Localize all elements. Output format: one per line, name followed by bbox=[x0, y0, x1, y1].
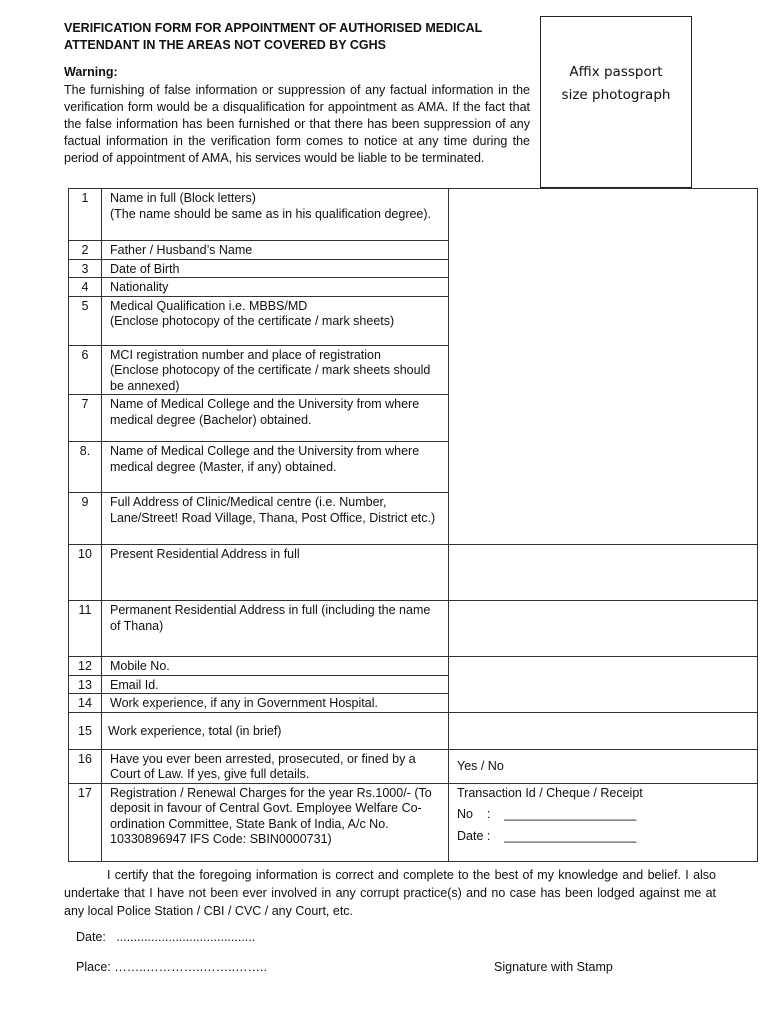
signature-label: Signature with Stamp bbox=[494, 960, 613, 974]
row-number: 11 bbox=[69, 601, 102, 657]
row-number: 17 bbox=[69, 783, 102, 861]
row-sublabel: (Enclose photocopy of the certificate / mark sheets) bbox=[110, 314, 395, 328]
row-number: 16 bbox=[69, 749, 102, 783]
answer-field-15[interactable] bbox=[449, 712, 758, 749]
row-number: 5 bbox=[69, 296, 102, 345]
row-number: 9 bbox=[69, 493, 102, 545]
row-label: Permanent Residential Address in full (including the name of Thana) bbox=[102, 601, 449, 657]
answer-field-11[interactable] bbox=[449, 601, 758, 657]
transaction-date-field[interactable]: Date : ___________________ bbox=[457, 828, 637, 843]
row-label: Mobile No. bbox=[102, 657, 449, 676]
row-sublabel: (Enclose photocopy of the certificate / mark sheets should be annexed) bbox=[110, 363, 431, 393]
row-label: Email Id. bbox=[102, 675, 449, 694]
photo-box-text: Affix passport size photograph bbox=[561, 64, 671, 103]
transaction-number-field[interactable]: No : ___________________ bbox=[457, 807, 637, 821]
row-label: Full Address of Clinic/Medical centre (i.e. Number, Lane/Street! Road Village, Thana, Post Office, District etc.) bbox=[102, 493, 449, 545]
table-row bbox=[69, 749, 758, 783]
row-label: Father / Husband’s Name bbox=[102, 241, 449, 260]
row-number: 7 bbox=[69, 395, 102, 442]
row-number: 10 bbox=[69, 545, 102, 601]
row-label: Medical Qualification i.e. MBBS/MD bbox=[110, 298, 308, 313]
row-number: 4 bbox=[69, 278, 102, 297]
table-row bbox=[69, 601, 758, 657]
row-label: Work experience, if any in Government Hospital. bbox=[102, 694, 449, 713]
place-field[interactable]: Place: ……..…………..……..…….. bbox=[76, 960, 267, 974]
table-row bbox=[69, 657, 758, 676]
row-number: 12 bbox=[69, 657, 102, 676]
row-number: 1 bbox=[69, 189, 102, 241]
row-number: 3 bbox=[69, 259, 102, 278]
details-table bbox=[68, 188, 758, 862]
table-row bbox=[69, 189, 758, 241]
row-label: Present Residential Address in full bbox=[102, 545, 449, 601]
row-label: Name of Medical College and the University from where medical degree (Master, if any) obtained. bbox=[102, 442, 449, 493]
transaction-label: Transaction Id / Cheque / Receipt bbox=[457, 785, 643, 800]
date-field[interactable]: Date: ........................................ bbox=[76, 930, 256, 944]
row-number: 2 bbox=[69, 241, 102, 260]
row-label: Name of Medical College and the University from where medical degree (Bachelor) obtained. bbox=[102, 395, 449, 442]
row-number: 14 bbox=[69, 694, 102, 713]
row-number: 13 bbox=[69, 675, 102, 694]
row-label: MCI registration number and place of registration bbox=[110, 347, 381, 362]
row-number: 8. bbox=[69, 442, 102, 493]
answer-field-1-9[interactable] bbox=[449, 189, 758, 545]
table-row bbox=[69, 783, 758, 861]
row-label: Nationality bbox=[102, 278, 449, 297]
row-number: 15 bbox=[69, 712, 102, 749]
arrest-answer[interactable]: Yes / No bbox=[449, 749, 758, 783]
warning-label: Warning: bbox=[64, 65, 118, 79]
answer-field-10[interactable] bbox=[449, 545, 758, 601]
row-label: Work experience, total (in brief) bbox=[102, 712, 449, 749]
row-label: Have you ever been arrested, prosecuted, or fined by a Court of Law. If yes, give full details. bbox=[102, 749, 449, 783]
row-sublabel: (The name should be same as in his qualification degree). bbox=[110, 206, 432, 221]
form-title: VERIFICATION FORM FOR APPOINTMENT OF AUTHORISED MEDICAL ATTENDANT IN THE AREAS NOT COVERED BY CGHS bbox=[64, 21, 483, 52]
table-row bbox=[69, 712, 758, 749]
warning-text: The furnishing of false information or suppression of any factual information in the verification form would be a disqualification for appointment as AMA. If the fact that the false information has been furnished or that there has been suppression of any factual information in the verification form comes to notice at any time during the period of appointment of AMA, his services would be liable to be terminated. bbox=[64, 83, 530, 165]
row-number: 6 bbox=[69, 345, 102, 395]
table-row bbox=[69, 545, 758, 601]
row-label: Name in full (Block letters) bbox=[110, 191, 256, 205]
answer-field-12-14[interactable] bbox=[449, 657, 758, 713]
payment-answer[interactable] bbox=[449, 783, 758, 861]
row-label: Date of Birth bbox=[102, 259, 449, 278]
row-label: Registration / Renewal Charges for the year Rs.1000/- (To deposit in favour of Central Govt. Employee Welfare Co-ordination Committee, State Bank of India, A/c No. 10330896947 IFS Code: SBIN0000731) bbox=[102, 783, 449, 861]
photo-box bbox=[540, 16, 692, 188]
certification-text: I certify that the foregoing information is correct and complete to the best of my knowledge and belief. I also undertake that I have not been ever involved in any corrupt practice(s) and no case has been lodged against me at any local Police Station / CBI / CVC / any Court, etc. bbox=[64, 868, 716, 918]
